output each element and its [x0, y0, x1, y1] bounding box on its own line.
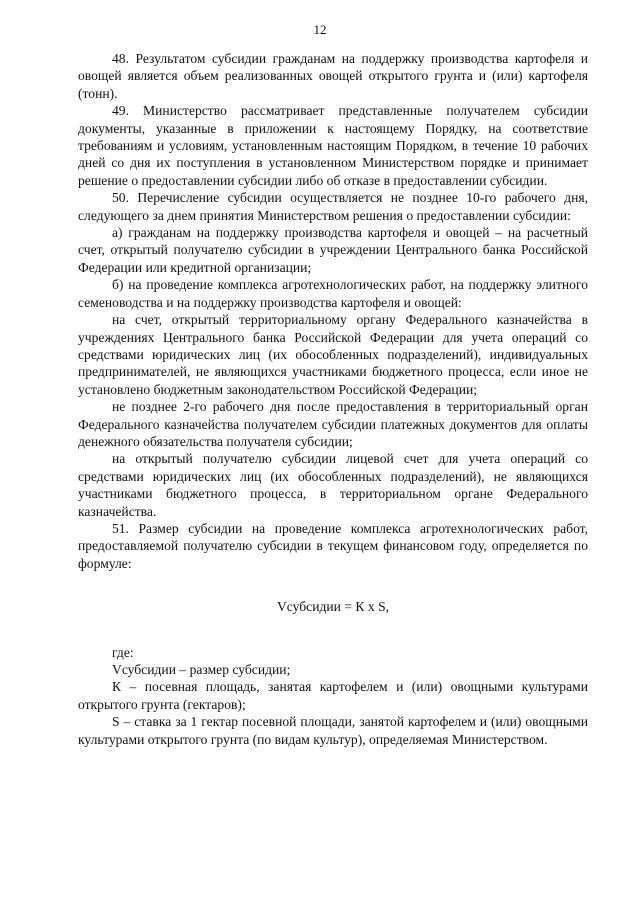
subsidy-formula: Vсубсидии = К х S,	[276, 599, 390, 615]
paragraph-personal-account: на открытый получателю субсидии лицевой счет для учета операций со средствами юридических лиц (их обособленных подразделений), не являющихся участниками бюджетного процесса, в территориальном органе Федерального казначейства.	[78, 451, 588, 519]
page-number: 12	[313, 22, 327, 37]
definition-where: где:	[112, 644, 134, 660]
paragraph-49: 49. Министерство рассматривает представленные получателем субсидии документы, указанные в приложении к настоящему Порядку, на соответствие требованиям и условиям, установленным настоящим Порядком, в течение 10 рабочих дней со дня их поступления в установленном Министерством порядке и принимает решение о предоставлении субсидии либо об отказе в предоставлении субсидии.	[78, 103, 588, 188]
paragraph-50: 50. Перечисление субсидии осуществляется не позднее 10-го рабочего дня, следующего за днем принятия Министерством решения о предоставлении субсидии:	[78, 190, 588, 223]
paragraph-50-b: б) на проведение комплекса агротехнологических работ, на поддержку элитного семеноводства и на поддержку производства картофеля и овощей:	[78, 277, 588, 310]
paragraph-payment-deadline: не позднее 2-го рабочего дня после предоставления в территориальный орган Федерального казначейства получателем субсидии платежных документов для оплаты денежного обязательства получателя субсидии;	[78, 399, 588, 449]
definition-v: Vсубсидии – размер субсидии;	[112, 662, 291, 677]
document-body	[78, 50, 588, 748]
definition-s: S – ставка за 1 гектар посевной площади, занятой картофелем и (или) овощными культурами открытого грунта (по видам культур), определяемая Министерством.	[78, 714, 588, 747]
paragraph-48: 48. Результатом субсидии гражданам на поддержку производства картофеля и овощей является объем реализованных овощей открытого грунта и (или) картофеля (тонн).	[78, 51, 588, 101]
definition-k: К – посевная площадь, занятая картофелем и (или) овощными культурами открытого грунта (гектаров);	[78, 679, 588, 712]
paragraph-treasury-account: на счет, открытый территориальному органу Федерального казначейства в учреждениях Центрального банка Российской Федерации для учета операций со средствами юридических лиц (их обособленных подразделений), индивидуальных предпринимателей, не являющихся участниками бюджетного процесса, если иное не установлено бюджетным законодательством Российской Федерации;	[78, 312, 588, 397]
paragraph-51: 51. Размер субсидии на проведение комплекса агротехнологических работ, предоставляемой получателю субсидии в текущем финансовом году, определяется по формуле:	[78, 520, 588, 571]
paragraph-50-a: а) гражданам на поддержку производства картофеля и овощей – на расчетный счет, открытый получателю субсидии в учреждении Центрального банка Российской Федерации или кредитной организации;	[78, 225, 588, 275]
